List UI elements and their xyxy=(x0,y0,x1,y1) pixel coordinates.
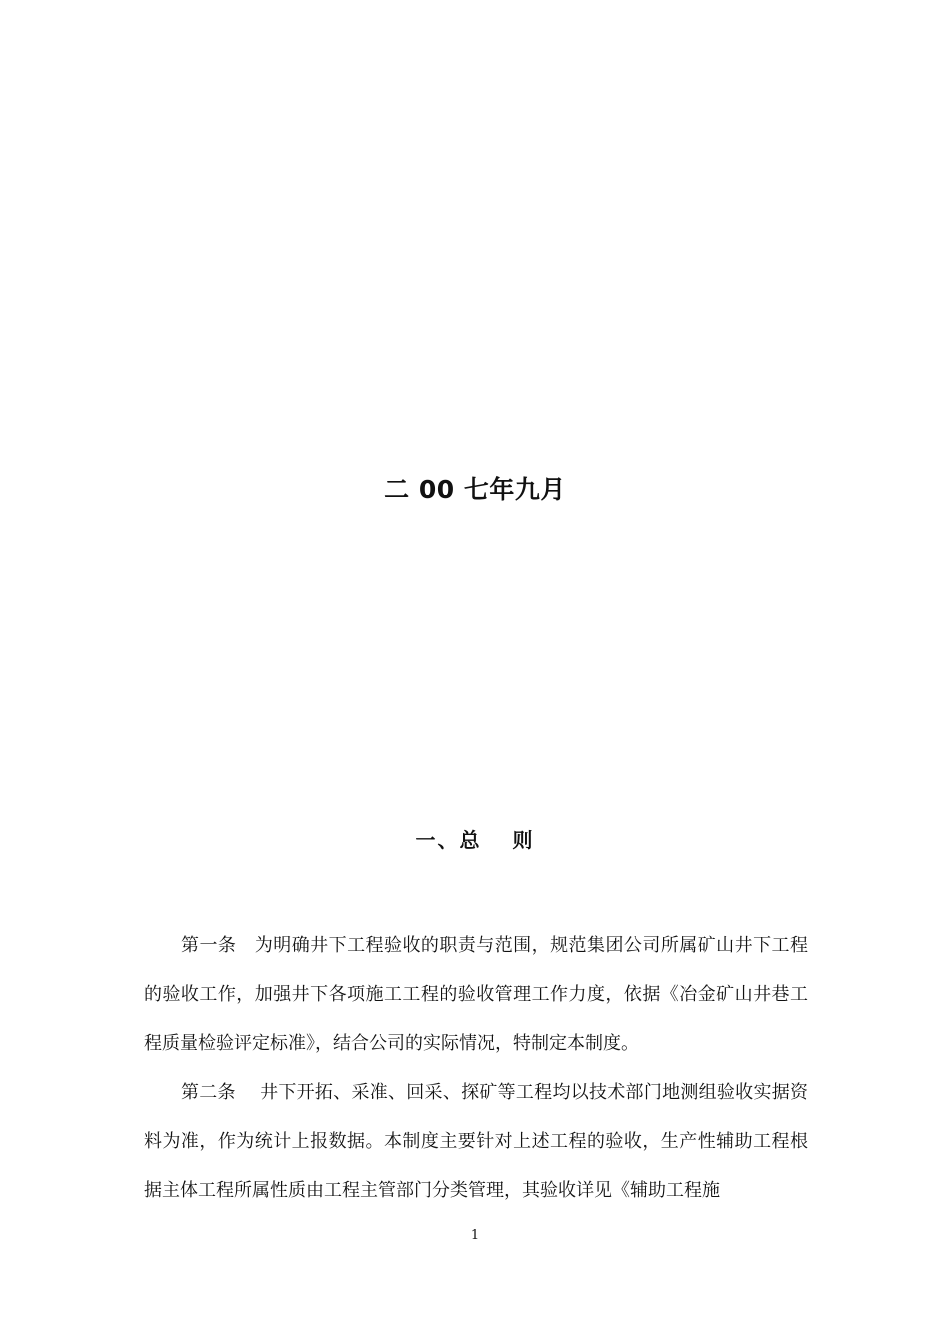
paragraph-article-2: 第二条 井下开拓、采准、回采、探矿等工程均以技术部门地测组验收实据资料为准，作为统计上报数据。本制度主要针对上述工程的验收，生产性辅助工程根据主体工程所属性质由工程主管部门分类管理，其验收详见《辅助工程施 xyxy=(144,1082,808,1201)
page-number: 1 xyxy=(470,1228,480,1243)
date-line: 二 00 七年九月 xyxy=(384,475,566,504)
body-text xyxy=(144,921,808,1215)
section-title: 一、总 则 xyxy=(415,828,535,852)
paragraph-article-1: 第一条 为明确井下工程验收的职责与范围，规范集团公司所属矿山井下工程的验收工作，加强井下各项施工工程的验收管理工作力度，依据《冶金矿山井巷工程质量检验评定标准》，结合公司的实际情况，特制定本制度。 xyxy=(144,935,808,1054)
